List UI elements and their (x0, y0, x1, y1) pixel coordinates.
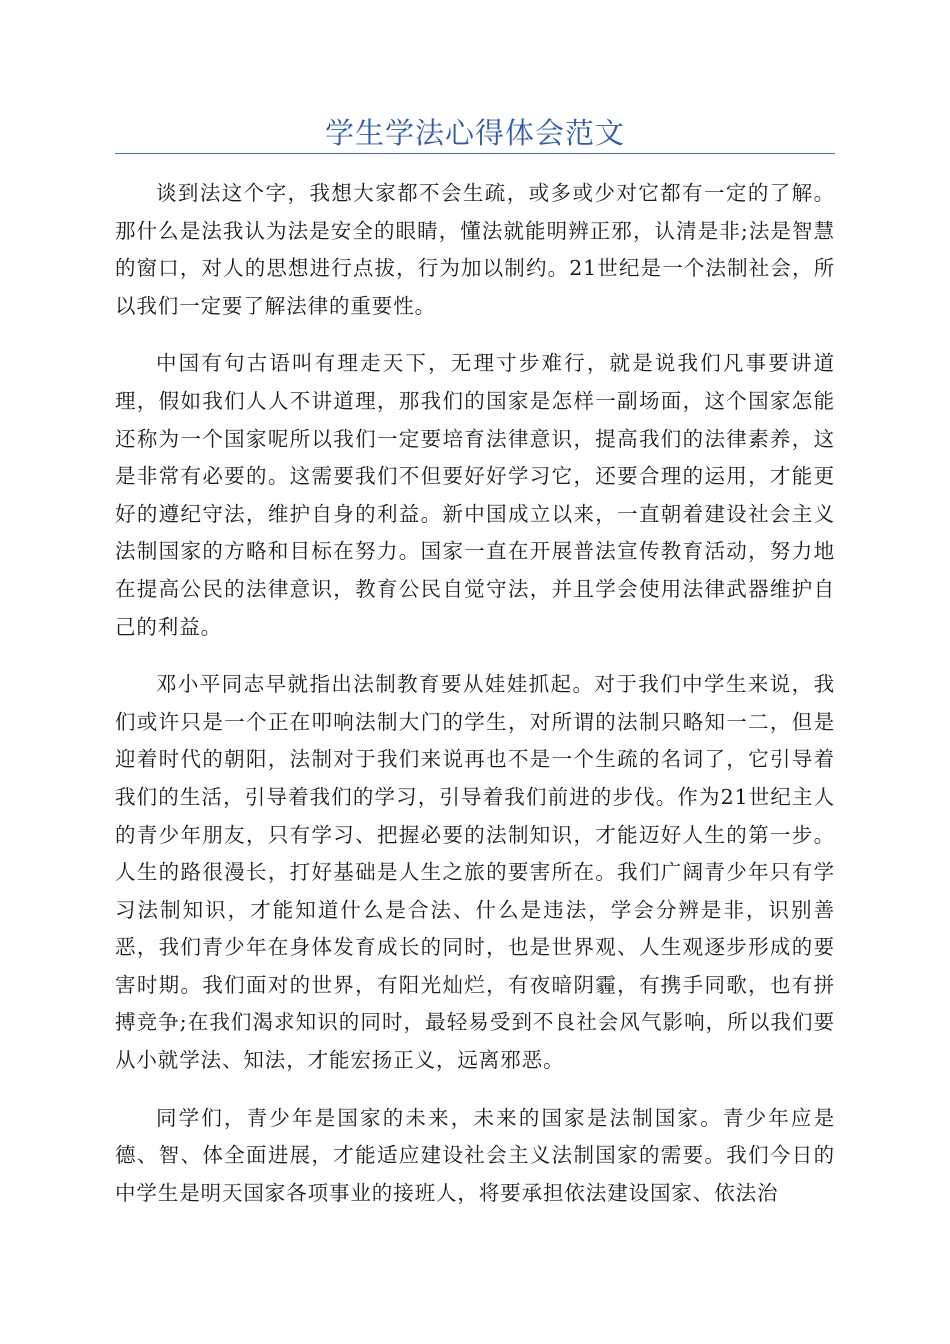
paragraph-4: 同学们，青少年是国家的未来，未来的国家是法制国家。青少年应是德、智、体全面进展，才能适应建设社会主义法制国家的需要。我们今日的中学生是明天国家各项事业的接班人，将要承担依法建设国家、依法治 (115, 1105, 835, 1205)
document-body (115, 175, 835, 1232)
paragraph-3: 邓小平同志早就指出法制教育要从娃娃抓起。对于我们中学生来说，我们或许只是一个正在叩响法制大门的学生，对所谓的法制只略知一二，但是迎着时代的朝阳，法制对于我们来说再也不是一个生疏的名词了，它引导着我们的生活，引导着我们的学习，引导着我们前进的步伐。作为21世纪主人的青少年朋友，只有学习、把握必要的法制知识，才能迈好人生的第一步。人生的路很漫长，打好基础是人生之旅的要害所在。我们广阔青少年只有学习法制知识，才能知道什么是合法、什么是违法，学会分辨是非，识别善恶，我们青少年在身体发育成长的同时，也是世界观、人生观逐步形成的要害时期。我们面对的世界，有阳光灿烂，有夜暗阴霾，有携手同歌，也有拼搏竞争;在我们渴求知识的同时，最轻易受到不良社会风气影响，所以我们要从小就学法、知法，才能宏扬正义，远离邪恶。 (115, 672, 835, 1073)
paragraph-2: 中国有句古语叫有理走天下，无理寸步难行，就是说我们凡事要讲道理，假如我们人人不讲道理，那我们的国家是怎样一副场面，这个国家怎能还称为一个国家呢所以我们一定要培育法律意识，提高我们的法律素养，这是非常有必要的。这需要我们不但要好好学习它，还要合理的运用，才能更好的遵纪守法，维护自身的利益。新中国成立以来，一直朝着建设社会主义法制国家的方略和目标在努力。国家一直在开展普法宣传教育活动，努力地在提高公民的法律意识，教育公民自觉守法，并且学会使用法律武器维护自己的利益。 (115, 351, 835, 639)
title-underline (115, 153, 835, 154)
paragraph-1: 谈到法这个字，我想大家都不会生疏，或多或少对它都有一定的了解。那什么是法我认为法是安全的眼睛，懂法就能明辨正邪，认清是非;法是智慧的窗口，对人的思想进行点拔，行为加以制约。21世纪是一个法制社会，所以我们一定要了解法律的重要性。 (115, 181, 835, 318)
document-title: 学生学法心得体会范文 (324, 116, 625, 150)
